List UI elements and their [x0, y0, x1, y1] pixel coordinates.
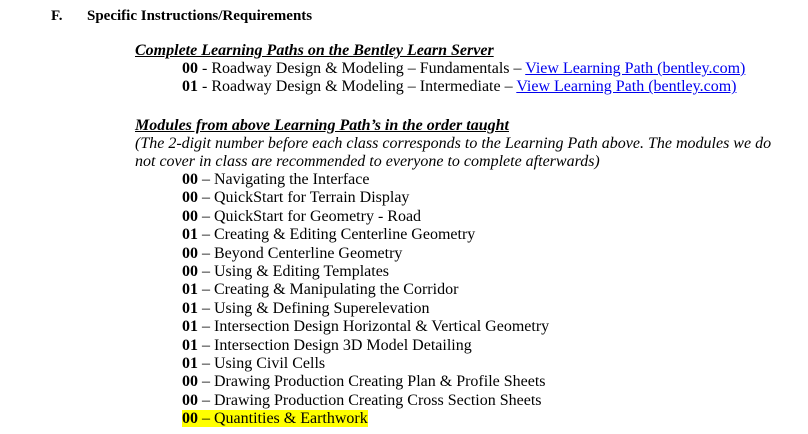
learning-paths-heading: Complete Learning Paths on the Bentley Learn Server	[135, 42, 494, 59]
module-code: 00	[182, 189, 198, 207]
module-item	[182, 392, 795, 410]
module-title: – Creating & Manipulating the Corridor	[198, 281, 459, 299]
module-code: 00	[182, 410, 198, 428]
module-title: – Using Civil Cells	[198, 355, 326, 373]
module-item	[182, 245, 795, 263]
module-code: 00	[182, 263, 198, 281]
module-code: 01	[182, 355, 198, 373]
path-code: 01	[182, 78, 198, 96]
module-title: – Creating & Editing Centerline Geometry	[198, 226, 476, 244]
path-text: - Roadway Design & Modeling – Fundamentals –	[198, 60, 526, 77]
module-item	[182, 355, 795, 373]
module-code: 01	[182, 336, 198, 354]
module-item	[182, 189, 795, 207]
modules-list	[135, 171, 795, 429]
modules-block	[135, 117, 795, 429]
module-title: – Using & Defining Superelevation	[198, 299, 430, 317]
module-item	[182, 373, 795, 391]
module-code: 00	[182, 391, 198, 409]
learning-paths-list	[135, 60, 795, 97]
path-text: - Roadway Design & Modeling – Intermediate –	[198, 78, 517, 96]
module-title: – Navigating the Interface	[198, 171, 370, 188]
module-title: – QuickStart for Geometry - Road	[198, 207, 422, 225]
view-learning-path-link[interactable]: View Learning Path (bentley.com)	[525, 60, 746, 77]
module-code: 00	[182, 244, 198, 262]
module-code: 01	[182, 318, 198, 336]
module-item	[182, 300, 795, 318]
module-title: – Intersection Design Horizontal & Vertical Geometry	[198, 318, 550, 336]
module-item	[182, 263, 795, 281]
learning-path-item	[182, 78, 795, 96]
module-item	[182, 337, 795, 355]
highlight-mark	[182, 410, 368, 427]
module-item	[182, 318, 795, 336]
module-title: – Intersection Design 3D Model Detailing	[198, 336, 472, 354]
module-title: – Quantities & Earthwork	[198, 410, 368, 428]
module-item	[182, 208, 795, 226]
module-code: 00	[182, 171, 198, 188]
module-code: 01	[182, 299, 198, 317]
module-item	[182, 281, 795, 299]
module-item	[182, 171, 795, 189]
view-learning-path-link[interactable]: View Learning Path (bentley.com)	[516, 78, 737, 96]
module-title: – Drawing Production Creating Cross Section Sheets	[198, 391, 542, 409]
module-item-highlighted	[182, 410, 795, 428]
module-code: 00	[182, 373, 198, 391]
learning-paths-block	[135, 42, 795, 97]
module-item	[182, 226, 795, 244]
module-title: – Beyond Centerline Geometry	[198, 244, 403, 262]
modules-note: (The 2-digit number before each class corresponds to the Learning Path above. The modules we do not cover in class are recommended to everyone to complete afterwards)	[135, 135, 772, 170]
module-code: 01	[182, 226, 198, 244]
module-title: – Drawing Production Creating Plan & Profile Sheets	[198, 373, 546, 391]
module-title: – QuickStart for Terrain Display	[198, 189, 410, 207]
modules-heading: Modules from above Learning Path’s in the order taught	[135, 117, 509, 134]
module-code: 01	[182, 281, 198, 299]
module-code: 00	[182, 207, 198, 225]
learning-path-item	[182, 60, 795, 78]
section-letter: F.	[51, 8, 63, 24]
section-title: Specific Instructions/Requirements	[87, 8, 313, 24]
module-title: – Using & Editing Templates	[198, 263, 390, 281]
path-code: 00	[182, 60, 198, 77]
